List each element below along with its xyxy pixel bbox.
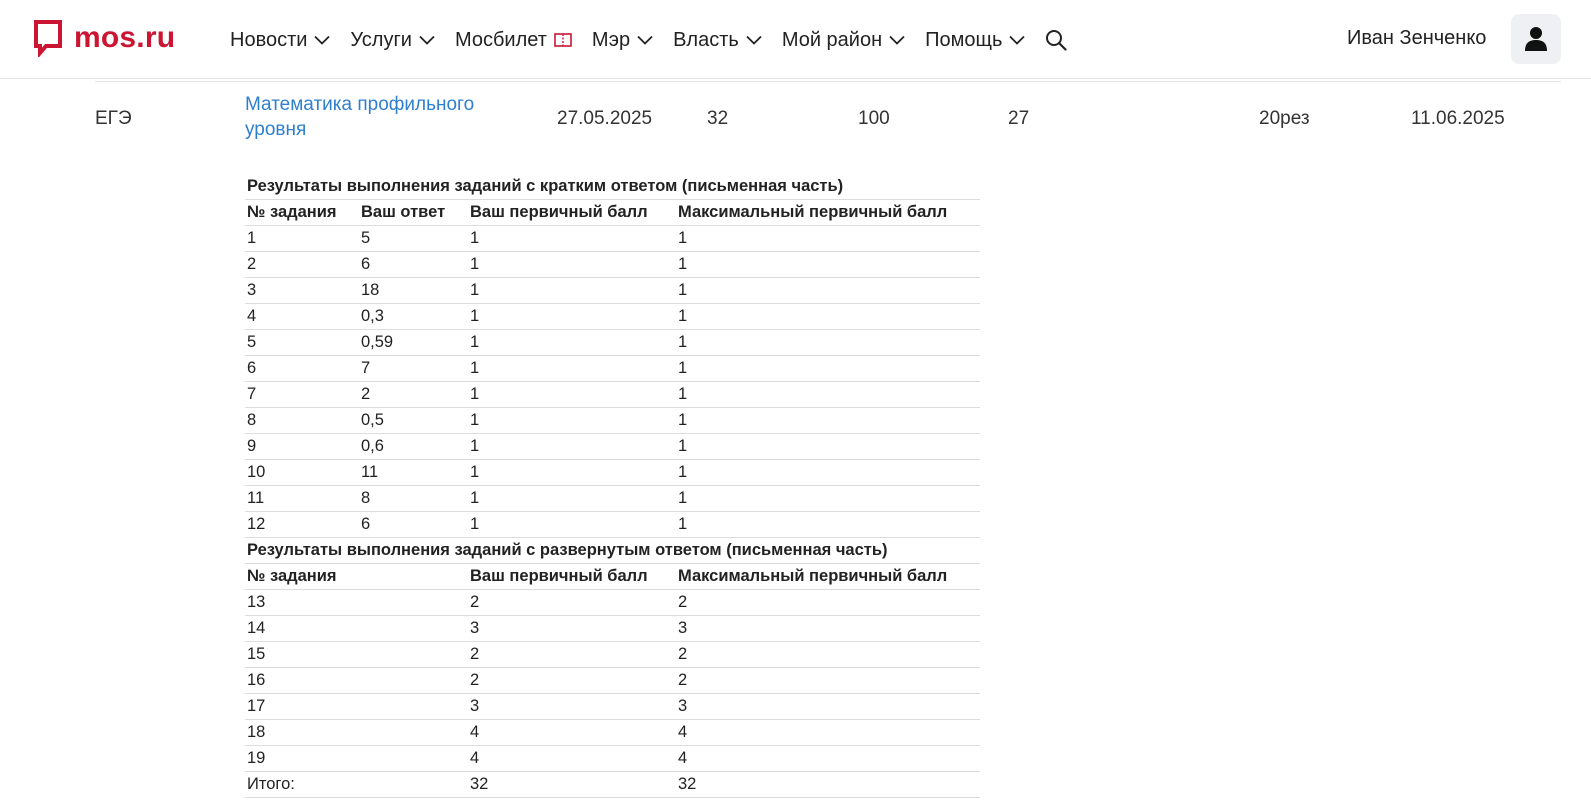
table-cell <box>359 616 468 642</box>
table-cell: 7 <box>359 356 468 382</box>
column-header: Ваш ответ <box>359 200 468 226</box>
table-cell: 6 <box>359 512 468 538</box>
table-cell: 2 <box>676 642 980 668</box>
table-row <box>245 252 980 278</box>
table-cell: 2 <box>468 642 676 668</box>
results-table <box>245 174 980 798</box>
table-row <box>245 408 980 434</box>
ticket-icon <box>554 33 572 47</box>
table-cell: 1 <box>676 434 980 460</box>
table-cell: 16 <box>245 668 359 694</box>
table-cell: 3 <box>676 616 980 642</box>
table-cell: 8 <box>359 486 468 512</box>
table-row <box>245 720 980 746</box>
table-cell: 15 <box>245 642 359 668</box>
table-cell: 1 <box>676 252 980 278</box>
column-header: Ваш первичный балл <box>468 564 676 590</box>
table-row <box>245 694 980 720</box>
column-header: Ваш первичный балл <box>468 200 676 226</box>
user-name[interactable]: Иван Зенченко <box>1347 27 1487 49</box>
long-answers-caption: Результаты выполнения заданий с развернутым ответом (письменная часть) <box>245 538 980 564</box>
table-cell: 2 <box>468 590 676 616</box>
table-cell: 1 <box>468 460 676 486</box>
table-cell: 0,5 <box>359 408 468 434</box>
table-cell: 0,3 <box>359 304 468 330</box>
main-nav <box>230 24 1067 56</box>
table-cell: 13 <box>245 590 359 616</box>
short-answers-header-row <box>245 200 980 226</box>
table-cell <box>359 590 468 616</box>
table-cell: 1 <box>468 408 676 434</box>
total-max: 32 <box>676 772 980 798</box>
nav-item-news[interactable] <box>230 24 330 56</box>
logo-text: mos.ru <box>74 21 176 54</box>
table-cell: 4 <box>468 746 676 772</box>
table-row <box>245 512 980 538</box>
table-cell <box>359 746 468 772</box>
exam-max-score: 100 <box>858 108 890 129</box>
table-cell: 1 <box>676 382 980 408</box>
table-cell: 1 <box>468 304 676 330</box>
nav-item-label: Власть <box>673 28 739 51</box>
nav-item-mosbilet[interactable] <box>455 24 572 56</box>
table-cell: 5 <box>359 226 468 252</box>
table-cell: 1 <box>468 382 676 408</box>
table-row <box>245 434 980 460</box>
table-cell: 2 <box>245 252 359 278</box>
column-header: Максимальный первичный балл <box>676 564 980 590</box>
column-header: № задания <box>245 200 359 226</box>
table-cell <box>359 642 468 668</box>
table-cell: 10 <box>245 460 359 486</box>
table-cell: 4 <box>468 720 676 746</box>
nav-item-label: Мэр <box>591 28 631 51</box>
chevron-down-icon <box>1009 35 1025 45</box>
table-cell: 1 <box>676 330 980 356</box>
exam-row <box>0 92 1591 148</box>
table-cell: 1 <box>676 460 980 486</box>
nav-item-services[interactable] <box>350 24 435 56</box>
table-row <box>245 590 980 616</box>
table-cell <box>359 720 468 746</box>
table-cell: 11 <box>245 486 359 512</box>
nav-item-label: Новости <box>230 28 308 51</box>
table-cell: 1 <box>468 434 676 460</box>
table-cell: 4 <box>245 304 359 330</box>
site-header <box>0 0 1591 79</box>
table-cell: 6 <box>245 356 359 382</box>
table-cell: 2 <box>359 382 468 408</box>
table-cell: 18 <box>245 720 359 746</box>
table-row <box>245 668 980 694</box>
table-cell: 1 <box>676 356 980 382</box>
total-row <box>245 772 980 798</box>
table-row <box>245 356 980 382</box>
chevron-down-icon <box>314 35 330 45</box>
table-row <box>245 460 980 486</box>
table-cell: 3 <box>245 278 359 304</box>
user-icon <box>1524 26 1548 52</box>
table-cell: 3 <box>468 616 676 642</box>
total-label: Итого: <box>245 772 359 798</box>
table-cell: 1 <box>468 226 676 252</box>
exam-result-date: 11.06.2025 <box>1411 108 1505 129</box>
table-cell: 9 <box>245 434 359 460</box>
table-row <box>245 616 980 642</box>
table-cell: 1 <box>468 278 676 304</box>
nav-item-help[interactable] <box>925 24 1025 56</box>
table-cell: 14 <box>245 616 359 642</box>
short-answers-caption-row <box>245 174 980 200</box>
table-row <box>245 330 980 356</box>
table-cell: 1 <box>245 226 359 252</box>
nav-item-authority[interactable] <box>673 24 762 56</box>
exam-date: 27.05.2025 <box>557 108 653 129</box>
search-icon[interactable] <box>1045 29 1067 51</box>
long-answers-header-row <box>245 564 980 590</box>
column-header <box>359 564 468 590</box>
column-header: № задания <box>245 564 359 590</box>
column-header: Максимальный первичный балл <box>676 200 980 226</box>
table-cell: 1 <box>468 356 676 382</box>
nav-item-label: Помощь <box>925 28 1003 51</box>
table-row <box>245 304 980 330</box>
chevron-down-icon <box>637 35 653 45</box>
table-cell: 1 <box>676 304 980 330</box>
exam-subject-link[interactable]: Математика профильного уровня <box>245 94 475 140</box>
chevron-down-icon <box>889 35 905 45</box>
nav-item-mayor[interactable] <box>592 24 653 56</box>
table-cell: 19 <box>245 746 359 772</box>
table-cell: 7 <box>245 382 359 408</box>
table-cell: 12 <box>245 512 359 538</box>
nav-item-my-district[interactable] <box>782 24 905 56</box>
table-cell: 11 <box>359 460 468 486</box>
table-row <box>245 278 980 304</box>
table-cell: 6 <box>359 252 468 278</box>
table-cell: 8 <box>245 408 359 434</box>
table-cell: 1 <box>468 486 676 512</box>
total-score: 32 <box>468 772 676 798</box>
table-cell: 18 <box>359 278 468 304</box>
table-cell <box>359 668 468 694</box>
table-cell: 0,6 <box>359 434 468 460</box>
table-row <box>245 486 980 512</box>
exam-min-score: 27 <box>1008 108 1030 129</box>
exam-type: ЕГЭ <box>95 108 132 129</box>
table-cell: 1 <box>676 226 980 252</box>
exam-result: 20рез <box>1259 108 1310 129</box>
table-cell: 5 <box>245 330 359 356</box>
table-cell <box>359 772 468 798</box>
table-cell: 2 <box>676 668 980 694</box>
table-cell: 17 <box>245 694 359 720</box>
table-cell: 1 <box>468 252 676 278</box>
profile-button[interactable] <box>1511 14 1561 64</box>
speech-bubble-logo-icon <box>33 19 63 57</box>
table-cell: 1 <box>676 278 980 304</box>
table-cell: 4 <box>676 720 980 746</box>
table-cell: 1 <box>676 486 980 512</box>
chevron-down-icon <box>746 35 762 45</box>
table-cell <box>359 694 468 720</box>
table-cell: 2 <box>468 668 676 694</box>
divider <box>95 81 1561 82</box>
table-row <box>245 746 980 772</box>
table-cell: 2 <box>676 590 980 616</box>
nav-item-label: Мосбилет <box>454 28 547 51</box>
table-cell: 0,59 <box>359 330 468 356</box>
mos-ru-logo[interactable] <box>33 19 175 57</box>
table-cell: 3 <box>468 694 676 720</box>
nav-item-label: Мой район <box>781 28 883 51</box>
table-cell: 1 <box>468 330 676 356</box>
table-row <box>245 226 980 252</box>
exam-score: 32 <box>707 108 729 129</box>
table-cell: 1 <box>468 512 676 538</box>
table-cell: 3 <box>676 694 980 720</box>
table-row <box>245 382 980 408</box>
nav-item-label: Услуги <box>350 28 412 51</box>
table-cell: 1 <box>676 408 980 434</box>
short-answers-caption: Результаты выполнения заданий с кратким ответом (письменная часть) <box>245 174 980 200</box>
table-cell: 4 <box>676 746 980 772</box>
chevron-down-icon <box>419 35 435 45</box>
long-answers-caption-row <box>245 538 980 564</box>
table-row <box>245 642 980 668</box>
table-cell: 1 <box>676 512 980 538</box>
